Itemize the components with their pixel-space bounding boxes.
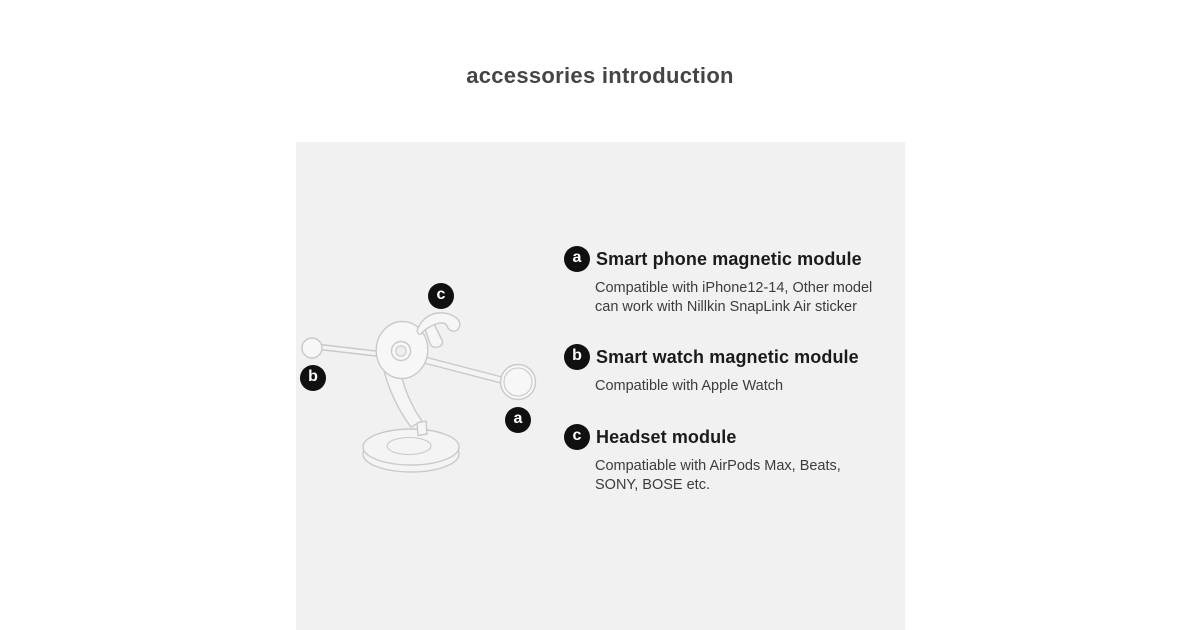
illustration-marker-a: a <box>505 407 531 433</box>
phone-arm <box>424 357 536 400</box>
accessory-title-watch: Smart watch magnetic module <box>596 346 859 367</box>
accessory-badge-b: b <box>564 344 590 370</box>
accessory-description-watch: Compatible with Apple Watch <box>595 378 784 394</box>
stand-stem <box>384 370 427 436</box>
charging-stand-illustration <box>290 300 550 480</box>
accessory-section-headset <box>564 424 904 495</box>
accessory-description-headset: Compatiable with AirPods Max, Beats, SONY, BOSE etc. <box>595 458 841 493</box>
page-title: accessories introduction <box>466 63 734 88</box>
accessory-title-headset: Headset module <box>596 426 737 447</box>
accessory-section-watch <box>564 344 904 396</box>
illustration-marker-b: b <box>300 365 326 391</box>
phone-module-circle <box>501 365 536 400</box>
accessory-title-phone: Smart phone magnetic module <box>596 248 862 269</box>
illustration-marker-c: c <box>428 283 454 309</box>
watch-arm <box>302 338 380 358</box>
accessory-section-phone <box>564 246 904 317</box>
accessory-description-phone: Compatible with iPhone12-14, Other model can work with Nillkin SnapLink Air sticker <box>595 280 873 315</box>
accessory-badge-a: a <box>564 246 590 272</box>
stand-base <box>363 429 459 472</box>
accessory-badge-c: c <box>564 424 590 450</box>
watch-module-circle <box>302 338 322 358</box>
